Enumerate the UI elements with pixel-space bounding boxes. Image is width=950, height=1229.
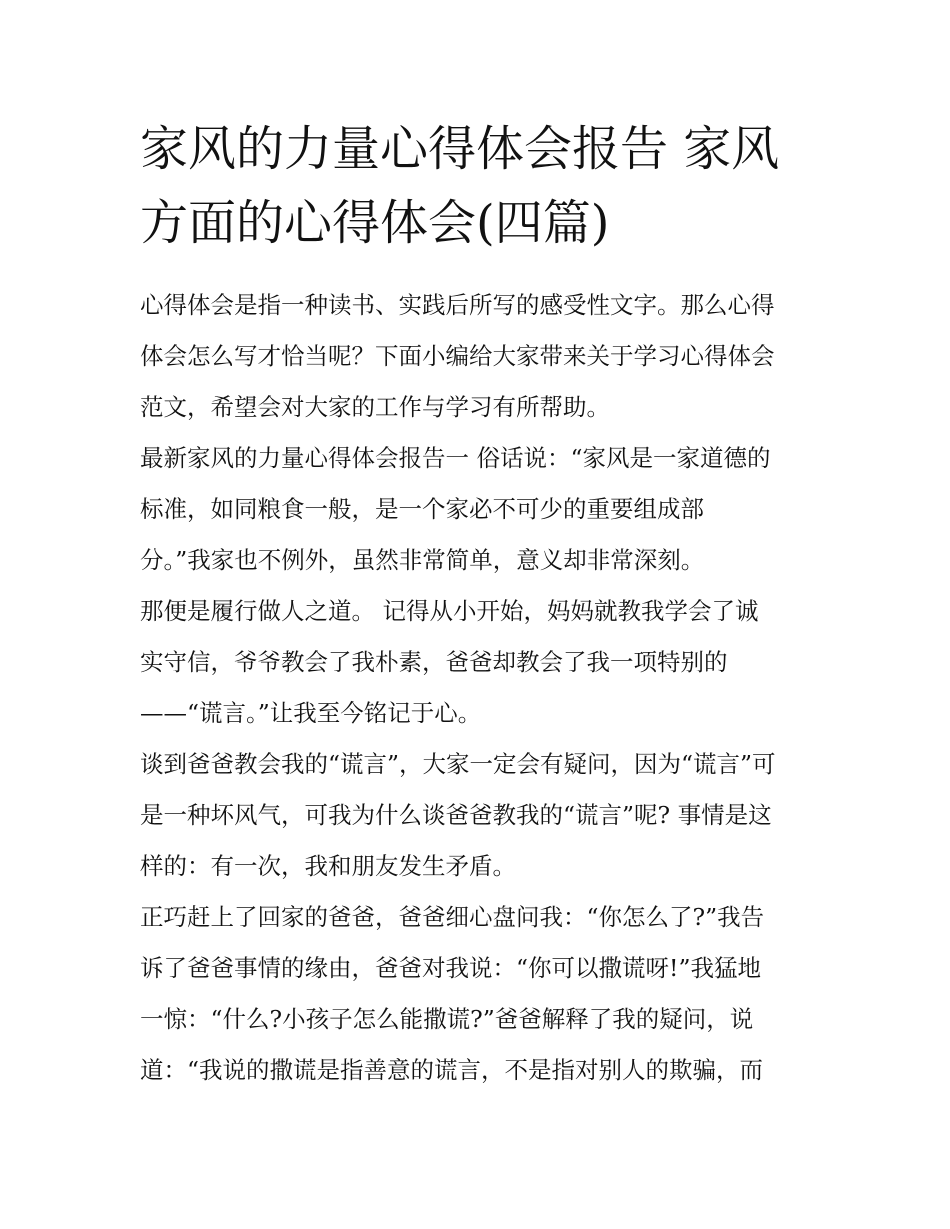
body-line: ——“谎言。”让我至今铭记于心。 (140, 699, 482, 727)
title-line: 家风的力量心得体会报告 家风 (140, 121, 780, 177)
title-line: 方面的心得体会(四篇) (140, 195, 610, 251)
body-line: 谈到爸爸教会我的“谎言”，大家一定会有疑问，因为“谎言”可 (140, 750, 776, 778)
document-body (140, 280, 830, 1096)
body-line: 范文，希望会对大家的工作与学习有所帮助。 (140, 393, 610, 421)
body-line: 那便是履行做人之道。 记得从小开始，妈妈就教我学会了诚 (140, 597, 759, 625)
body-line: 正巧赶上了回家的爸爸，爸爸细心盘问我：“你怎么了?”我告 (140, 903, 765, 931)
body-line: 一惊：“什么?小孩子怎么能撒谎?”爸爸解释了我的疑问，说 (140, 1005, 754, 1033)
body-line: 心得体会是指一种读书、实践后所写的感受性文字。那么心得 (140, 291, 775, 319)
body-line: 道：“我说的撒谎是指善意的谎言，不是指对别人的欺骗，而 (140, 1056, 764, 1084)
body-line: 标准，如同粮食一般，是一个家必不可少的重要组成部 (140, 495, 704, 523)
body-line: 体会怎么写才恰当呢？下面小编给大家带来关于学习心得体会 (140, 342, 775, 370)
document-title (140, 112, 830, 260)
body-line: 分。”我家也不例外，虽然非常简单，意义却非常深刻。 (140, 546, 705, 574)
body-line: 样的：有一次，我和朋友发生矛盾。 (140, 852, 516, 880)
body-line: 诉了爸爸事情的缘由，爸爸对我说：“你可以撒谎呀!”我猛地 (140, 954, 761, 982)
body-line: 是一种坏风气，可我为什么谈爸爸教我的“谎言”呢? 事情是这 (140, 801, 772, 829)
body-line: 实守信，爷爷教会了我朴素，爸爸却教会了我一项特别的 (140, 648, 728, 676)
body-line: 最新家风的力量心得体会报告一 俗话说：“家风是一家道德的 (140, 444, 771, 472)
